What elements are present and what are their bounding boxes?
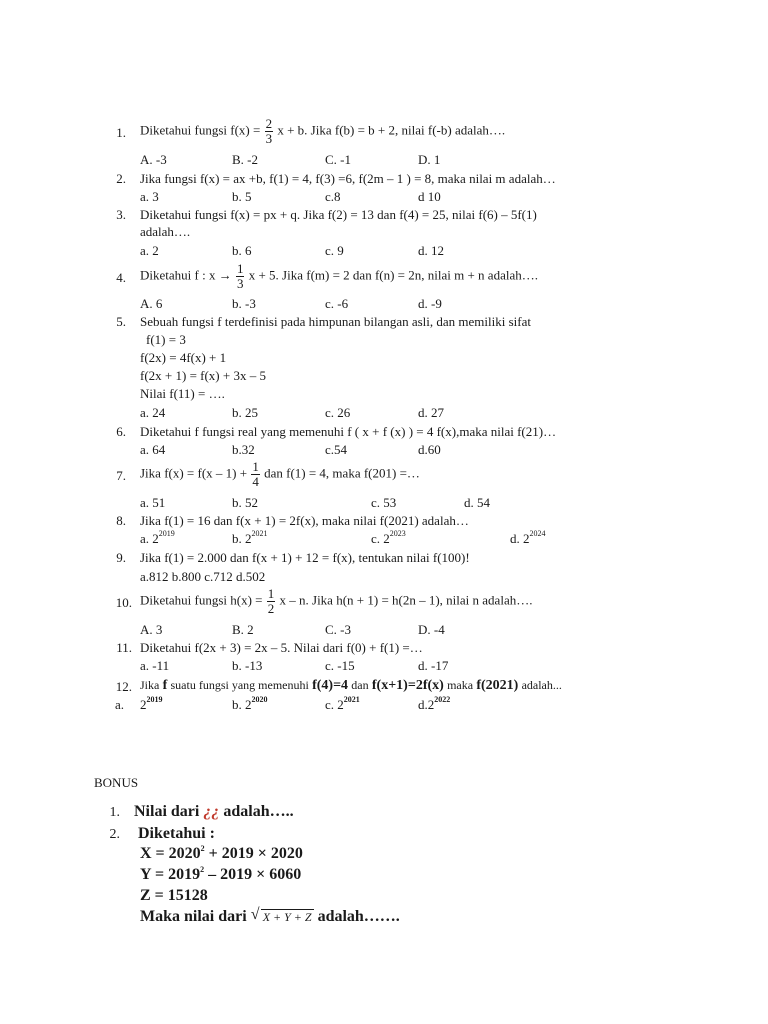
bonus-1-text: Nilai dari ¿¿ adalah…..	[134, 803, 294, 820]
q12-text: Jika f suatu fungsi yang memenuhi f(4)=4 dan f(x+1)=2f(x) maka f(2021) adalah...	[140, 678, 562, 693]
q8-option-b: b. $2^{2021}$	[232, 529, 268, 546]
q2-number: 2.	[116, 171, 126, 186]
q6-option-d: d.60	[418, 442, 441, 457]
q5-line-4: Nilai f(11) = ….	[140, 386, 225, 401]
q5-option-b: b. 25	[232, 405, 258, 420]
q5-line-3: f(2x + 1) = f(x) + 3x – 5	[140, 368, 266, 383]
q3-option-c: c. 9	[325, 243, 344, 258]
q10-option-d: D. -4	[418, 622, 445, 637]
q3-text: Diketahui fungsi f(x) = px + q. Jika f(2) = 13 dan f(4) = 25, nilai f(6) – 5f(1)	[140, 207, 537, 222]
q10-option-c: C. -3	[325, 622, 351, 637]
bonus-2-x: $X = 2020^2 + 2019 \times 2020$	[140, 844, 303, 862]
q11-option-c: c. -15	[325, 658, 355, 673]
q1-text: Diketahui fungsi f(x) = $\frac{2}{3}$ x + b. Jika f(b) = b + 2, nilai f(-b) adalah….	[140, 116, 506, 146]
q8-option-c: c. $2^{2023}$	[371, 529, 406, 546]
bonus-1-number: 1.	[109, 805, 120, 820]
bonus-2-number: 2.	[109, 827, 120, 842]
q2-option-a: a. 3	[140, 189, 159, 204]
q12-option-a-label: a.	[115, 697, 125, 712]
q1-option-d: D. 1	[418, 152, 441, 167]
q10-number: 10.	[115, 595, 132, 610]
bonus-2-question: Maka nilai dari √ X + Y + Z adalah…….	[140, 906, 400, 925]
q5-number: 5.	[116, 314, 126, 329]
q6-number: 6.	[116, 424, 126, 439]
q2-text: Jika fungsi f(x) = ax +b, f(1) = 4, f(3) =6, f(2m – 1 ) = 8, maka nilai m adalah…	[140, 171, 556, 186]
q12-option-b: b. $2^{2020}$	[232, 695, 268, 712]
q9-text: Jika f(1) = 2.000 dan f(x + 1) + 12 = f(x), tentukan nilai f(100)!	[140, 550, 470, 565]
q6-option-b: b.32	[232, 442, 255, 457]
q3-text-cont: adalah….	[140, 224, 191, 239]
q3-option-d: d. 12	[418, 243, 444, 258]
bonus-1-garbled-expression: ¿¿	[203, 803, 220, 820]
q8-option-a: a. $2^{2019}$	[140, 529, 175, 546]
q10-text: Diketahui fungsi h(x) = $\frac{1}{2}$ x – n. Jika h(n + 1) = h(2n – 1), nilai n adalah….	[140, 586, 533, 616]
bonus-2-y: $Y = 2019^2 - 2019 \times 6060$	[140, 865, 302, 883]
q12-option-a: $2^{2019}$	[140, 695, 163, 712]
q1-option-b: B. -2	[232, 152, 258, 167]
bonus-heading: BONUS	[94, 775, 139, 790]
q5-option-d: d. 27	[418, 405, 444, 420]
q11-text: Diketahui f(2x + 3) = 2x – 5. Nilai dari f(0) + f(1) =…	[140, 640, 423, 655]
q2-option-b: b. 5	[232, 189, 252, 204]
q1-option-a: A. -3	[140, 152, 167, 167]
q1-fraction: $\frac{2}{3}$	[265, 116, 273, 146]
q11-number: 11.	[116, 640, 132, 655]
q6-text: Diketahui f fungsi real yang memenuhi f ( x + f (x) ) = 4 f(x),maka nilai f(21)…	[140, 424, 557, 439]
q3-option-b: b. 6	[232, 243, 252, 258]
q11-option-a: a. -11	[140, 658, 170, 673]
q5-line-2: f(2x) = 4f(x) + 1	[140, 350, 227, 365]
q3-option-a: a. 2	[140, 243, 159, 258]
q5-option-c: c. 26	[325, 405, 351, 420]
q5-line-1: f(1) = 3	[146, 332, 186, 347]
q12-option-d: $d.2^{2022}$	[418, 695, 451, 712]
square-root-icon: √ X + Y + Z	[250, 906, 312, 924]
q4-option-d: d. -9	[418, 296, 442, 311]
q2-option-c: c.8	[325, 189, 341, 204]
q1-number: 1.	[116, 125, 126, 140]
q5-option-a: a. 24	[140, 405, 166, 420]
q6-option-a: a. 64	[140, 442, 166, 457]
q3-number: 3.	[116, 207, 126, 222]
q7-number: 7.	[116, 468, 126, 483]
q6-option-c: c.54	[325, 442, 348, 457]
q4-number: 4.	[116, 270, 126, 285]
q2-option-d: d 10	[418, 189, 441, 204]
q4-option-c: c. -6	[325, 296, 349, 311]
q7-option-c: c. 53	[371, 495, 397, 510]
q12-option-c: c. $2^{2021}$	[325, 695, 360, 712]
q4-text: Diketahui f : x → $\frac{1}{3}$ x + 5. Jika f(m) = 2 dan f(n) = 2n, nilai m + n adalah….	[140, 261, 538, 291]
q7-fraction: $\frac{1}{4}$	[252, 459, 259, 489]
q7-option-d: d. 54	[464, 495, 490, 510]
q10-option-a: A. 3	[140, 622, 163, 637]
q1-option-c: C. -1	[325, 152, 351, 167]
q10-option-b: B. 2	[232, 622, 254, 637]
q8-text: Jika f(1) = 16 dan f(x + 1) = 2f(x), maka nilai f(2021) adalah…	[140, 513, 469, 528]
q11-option-d: d. -17	[418, 658, 449, 673]
q7-option-a: a. 51	[140, 495, 166, 510]
q12-number: 12.	[115, 679, 132, 694]
q5-text: Sebuah fungsi f terdefinisi pada himpunan bilangan asli, dan memiliki sifat	[140, 314, 531, 329]
q10-fraction: $\frac{1}{2}$	[267, 586, 275, 616]
bonus-2-z: Z = 15128	[140, 887, 208, 904]
bonus-2-text: Diketahui :	[138, 825, 215, 842]
q7-text: Jika f(x) = f(x – 1) + $\frac{1}{4}$ dan f(1) = 4, maka f(201) =…	[140, 459, 420, 489]
q9-number: 9.	[116, 550, 126, 565]
q7-option-b: b. 52	[232, 495, 258, 510]
q4-option-b: b. -3	[232, 296, 256, 311]
q4-fraction: $\frac{1}{3}$	[236, 261, 244, 291]
q9-options: a.812 b.800 c.712 d.502	[140, 569, 266, 584]
q4-option-a: A. 6	[140, 296, 163, 311]
q11-option-b: b. -13	[232, 658, 263, 673]
q8-option-d: d. $2^{2024}$	[510, 529, 546, 546]
q8-number: 8.	[116, 513, 126, 528]
